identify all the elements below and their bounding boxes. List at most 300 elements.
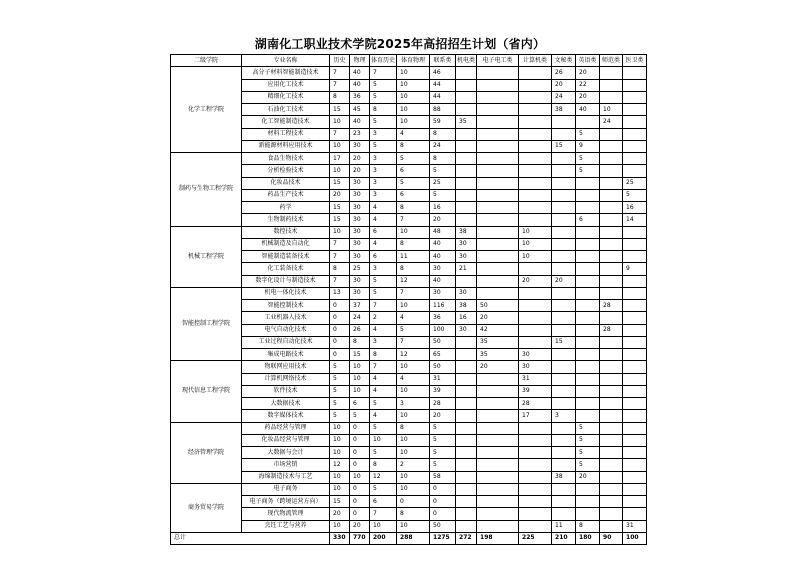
quota-cell: 9 [623,263,647,275]
quota-cell: 20 [430,410,456,422]
quota-cell: 20 [350,153,370,165]
quota-cell: 15 [330,214,350,226]
quota-cell: 30 [350,214,370,226]
quota-cell [576,116,600,128]
quota-cell [623,361,647,373]
quota-cell: 5 [576,422,600,434]
total-cell: 210 [552,532,576,544]
quota-cell: 28 [519,398,552,410]
quota-cell: 38 [552,471,576,483]
table-row [171,496,647,508]
quota-cell [519,91,552,103]
department-name: 化学工程学院 [171,67,242,153]
quota-cell: 8 [350,336,370,348]
quota-cell: 3 [370,263,397,275]
quota-cell: 8 [430,128,456,140]
quota-cell: 40 [430,275,456,287]
quota-cell: 10 [330,226,350,238]
quota-cell [576,496,600,508]
quota-cell [623,226,647,238]
quota-cell: 7 [370,508,397,520]
column-header: 专业名称 [242,55,330,67]
quota-cell: 59 [430,116,456,128]
quota-cell [519,508,552,520]
quota-cell: 26 [350,324,370,336]
quota-cell: 10 [397,410,430,422]
quota-cell: 10 [397,385,430,397]
quota-cell [477,520,519,532]
quota-cell: 28 [600,300,623,312]
quota-cell: 20 [350,165,370,177]
quota-cell: 5 [430,165,456,177]
quota-cell: 8 [397,422,430,434]
quota-cell [623,153,647,165]
quota-cell [456,398,477,410]
major-name: 数控技术 [242,226,330,238]
quota-cell [552,422,576,434]
quota-cell [623,385,647,397]
quota-cell: 10 [330,483,350,495]
table-row [171,165,647,177]
quota-cell [456,520,477,532]
quota-cell [477,79,519,91]
quota-cell [456,336,477,348]
quota-cell [552,165,576,177]
quota-cell [600,447,623,459]
quota-cell [477,459,519,471]
quota-cell [623,91,647,103]
quota-cell [477,263,519,275]
quota-cell: 5 [576,128,600,140]
department-name: 商务贸易学院 [171,483,242,532]
quota-cell: 30 [350,202,370,214]
quota-cell [477,275,519,287]
quota-cell: 20 [552,275,576,287]
quota-cell: 36 [350,91,370,103]
table-row [171,153,647,165]
quota-cell: 50 [430,520,456,532]
major-name: 软件技术 [242,385,330,397]
quota-cell [600,128,623,140]
quota-cell: 6 [397,165,430,177]
quota-cell [477,214,519,226]
quota-cell: 4 [397,312,430,324]
quota-cell [456,471,477,483]
quota-cell: 5 [370,483,397,495]
table-row [171,520,647,532]
table-row [171,214,647,226]
quota-cell: 10 [519,226,552,238]
table-row [171,263,647,275]
quota-cell [552,300,576,312]
quota-cell: 8 [370,104,397,116]
quota-cell [576,373,600,385]
major-name: 海绵制造技术与工艺 [242,471,330,483]
quota-cell: 39 [519,385,552,397]
quota-cell [477,410,519,422]
quota-cell: 10 [397,483,430,495]
table-header-row [171,55,647,67]
quota-cell: 8 [576,520,600,532]
quota-cell: 20 [477,312,519,324]
quota-cell: 20 [519,275,552,287]
quota-cell: 10 [350,373,370,385]
quota-cell: 5 [370,287,397,299]
quota-cell: 9 [576,140,600,152]
quota-cell: 30 [350,238,370,250]
major-name: 机电一体化技术 [242,287,330,299]
major-name: 分析检验技术 [242,165,330,177]
major-name: 烹饪工艺与营养 [242,520,330,532]
quota-cell [600,471,623,483]
quota-cell: 20 [330,189,350,201]
column-header: 历史 [330,55,350,67]
quota-cell: 4 [370,214,397,226]
quota-cell: 26 [552,67,576,79]
total-cell: 100 [623,532,647,544]
quota-cell [600,214,623,226]
quota-cell [519,287,552,299]
quota-cell: 24 [350,312,370,324]
table-row [171,79,647,91]
quota-cell [600,238,623,250]
column-header: 英语类 [576,55,600,67]
major-name: 药学 [242,202,330,214]
quota-cell [576,508,600,520]
quota-cell [519,312,552,324]
quota-cell: 12 [370,471,397,483]
table-row [171,140,647,152]
quota-cell: 20 [576,91,600,103]
quota-cell: 15 [330,104,350,116]
major-name: 新能源材料应用技术 [242,140,330,152]
quota-cell [552,287,576,299]
quota-cell: 44 [430,91,456,103]
quota-cell: 0 [330,349,350,361]
quota-cell: 0 [350,434,370,446]
quota-cell: 3 [370,128,397,140]
quota-cell [519,263,552,275]
table-row [171,287,647,299]
quota-cell: 5 [370,447,397,459]
quota-cell [519,189,552,201]
total-cell: 200 [370,532,397,544]
quota-cell [552,349,576,361]
column-header: 电子电工类 [477,55,519,67]
column-header: 师范类 [600,55,623,67]
quota-cell [600,263,623,275]
quota-cell: 10 [397,79,430,91]
quota-cell: 10 [370,520,397,532]
quota-cell [456,361,477,373]
quota-cell: 5 [430,447,456,459]
quota-cell [477,251,519,263]
table-row [171,104,647,116]
quota-cell: 10 [519,251,552,263]
quota-cell: 10 [330,447,350,459]
quota-cell [600,287,623,299]
quota-cell [623,165,647,177]
quota-cell [456,275,477,287]
quota-cell [623,238,647,250]
quota-cell: 8 [330,91,350,103]
quota-cell: 8 [370,349,397,361]
quota-cell [477,385,519,397]
major-name: 工业机器人技术 [242,312,330,324]
quota-cell [576,177,600,189]
major-name: 化妆品经营与管理 [242,434,330,446]
quota-cell: 13 [330,287,350,299]
quota-cell: 40 [350,116,370,128]
quota-cell [623,275,647,287]
department-name: 智能控制工程学院 [171,287,242,361]
table-row [171,410,647,422]
quota-cell: 5 [576,165,600,177]
quota-cell [600,67,623,79]
quota-cell: 11 [552,520,576,532]
quota-cell [576,263,600,275]
quota-cell: 5 [370,140,397,152]
quota-cell [576,324,600,336]
quota-cell: 50 [430,361,456,373]
quota-cell: 15 [330,202,350,214]
quota-cell [552,226,576,238]
column-header: 文秘类 [552,55,576,67]
quota-cell: 30 [430,263,456,275]
quota-cell: 48 [430,226,456,238]
quota-cell [600,410,623,422]
quota-cell [519,300,552,312]
quota-cell [576,202,600,214]
quota-cell [600,226,623,238]
table-row [171,459,647,471]
quota-cell: 25 [623,177,647,189]
quota-cell [477,471,519,483]
quota-cell [519,324,552,336]
quota-cell: 10 [397,520,430,532]
quota-cell: 5 [397,177,430,189]
quota-cell [623,434,647,446]
quota-cell [477,67,519,79]
quota-cell [576,226,600,238]
total-cell: 90 [600,532,623,544]
quota-cell: 25 [430,177,456,189]
quota-cell: 6 [576,214,600,226]
quota-cell: 44 [430,79,456,91]
quota-cell [477,226,519,238]
total-cell: 180 [576,532,600,544]
quota-cell [477,128,519,140]
major-name: 电子商务（跨境运营方向） [242,496,330,508]
quota-cell [623,398,647,410]
quota-cell [552,128,576,140]
quota-cell [623,300,647,312]
quota-cell [600,434,623,446]
quota-cell: 10 [330,165,350,177]
quota-cell: 12 [397,349,430,361]
quota-cell [519,336,552,348]
quota-cell [552,447,576,459]
quota-cell: 5 [430,459,456,471]
quota-cell [623,483,647,495]
quota-cell: 5 [430,422,456,434]
table-row [171,422,647,434]
quota-cell: 8 [397,238,430,250]
major-name: 数字媒体技术 [242,410,330,422]
major-name: 高分子材料智能制造技术 [242,67,330,79]
quota-cell [456,422,477,434]
quota-cell: 5 [330,373,350,385]
quota-cell [477,177,519,189]
quota-cell: 5 [330,398,350,410]
major-name: 材料工程技术 [242,128,330,140]
quota-cell [456,483,477,495]
quota-cell: 0 [350,483,370,495]
quota-cell [600,251,623,263]
quota-cell: 30 [456,287,477,299]
quota-cell [456,189,477,201]
quota-cell [456,410,477,422]
table-row [171,238,647,250]
quota-cell: 10 [397,67,430,79]
quota-cell [477,496,519,508]
quota-cell: 3 [370,153,397,165]
quota-cell [552,434,576,446]
quota-cell: 0 [350,422,370,434]
total-cell: 330 [330,532,350,544]
quota-cell [456,79,477,91]
quota-cell: 31 [519,373,552,385]
quota-cell [623,422,647,434]
quota-cell [552,153,576,165]
quota-cell: 42 [477,324,519,336]
quota-cell [477,483,519,495]
quota-cell: 30 [519,361,552,373]
quota-cell: 3 [552,410,576,422]
quota-cell [456,91,477,103]
quota-cell: 15 [330,496,350,508]
quota-cell: 12 [397,275,430,287]
total-label: 总计 [171,532,330,544]
quota-cell: 5 [370,422,397,434]
quota-cell [519,116,552,128]
quota-cell: 36 [430,312,456,324]
quota-cell [519,79,552,91]
quota-cell: 2 [397,459,430,471]
table-row [171,508,647,520]
quota-cell: 35 [456,116,477,128]
quota-cell [456,447,477,459]
major-name: 大数据与会计 [242,447,330,459]
quota-cell [576,410,600,422]
quota-cell: 40 [350,67,370,79]
quota-cell: 10 [519,238,552,250]
quota-cell: 16 [430,202,456,214]
quota-cell [477,287,519,299]
quota-cell: 10 [330,422,350,434]
quota-cell: 4 [370,202,397,214]
column-header: 体育历史 [370,55,397,67]
quota-cell: 35 [477,349,519,361]
quota-cell: 0 [430,483,456,495]
quota-cell [576,275,600,287]
quota-cell [456,202,477,214]
quota-cell [600,275,623,287]
column-header: 物理 [350,55,370,67]
quota-cell: 35 [477,336,519,348]
quota-cell [576,361,600,373]
quota-cell [519,214,552,226]
quota-cell: 3 [370,165,397,177]
major-name: 现代物流管理 [242,508,330,520]
quota-cell: 5 [370,398,397,410]
quota-cell [456,373,477,385]
quota-cell [552,238,576,250]
quota-cell: 6 [370,226,397,238]
quota-cell [456,508,477,520]
quota-cell [600,373,623,385]
quota-cell [519,447,552,459]
quota-cell [600,459,623,471]
major-name: 化工智能制造技术 [242,116,330,128]
major-name: 化工装备技术 [242,263,330,275]
quota-cell [552,508,576,520]
quota-cell [552,202,576,214]
quota-cell [477,116,519,128]
quota-cell: 30 [350,189,370,201]
quota-cell: 7 [330,275,350,287]
quota-cell: 7 [330,67,350,79]
table-row [171,434,647,446]
table-row [171,300,647,312]
quota-cell: 31 [623,520,647,532]
column-header: 联系类 [430,55,456,67]
major-name: 数字化设计与制造技术 [242,275,330,287]
quota-cell: 3 [370,189,397,201]
quota-cell [576,238,600,250]
quota-cell [519,202,552,214]
table-row [171,398,647,410]
quota-cell [623,496,647,508]
quota-cell [600,349,623,361]
quota-cell [623,349,647,361]
quota-cell [477,373,519,385]
quota-cell: 30 [456,324,477,336]
quota-cell: 58 [430,471,456,483]
total-cell: 272 [456,532,477,544]
quota-cell: 17 [330,153,350,165]
table-row [171,373,647,385]
quota-cell: 37 [350,300,370,312]
quota-cell [456,434,477,446]
quota-cell: 5 [430,434,456,446]
quota-cell: 20 [330,508,350,520]
quota-cell: 11 [397,251,430,263]
quota-cell [600,140,623,152]
table-row [171,226,647,238]
quota-cell [623,67,647,79]
quota-cell: 10 [330,434,350,446]
quota-cell: 30 [350,140,370,152]
quota-cell: 8 [397,140,430,152]
department-name: 制药与生物工程学院 [171,153,242,227]
quota-cell: 24 [430,140,456,152]
quota-cell [623,251,647,263]
quota-cell: 7 [370,300,397,312]
quota-cell: 20 [477,361,519,373]
quota-cell: 0 [330,324,350,336]
quota-cell: 5 [350,410,370,422]
